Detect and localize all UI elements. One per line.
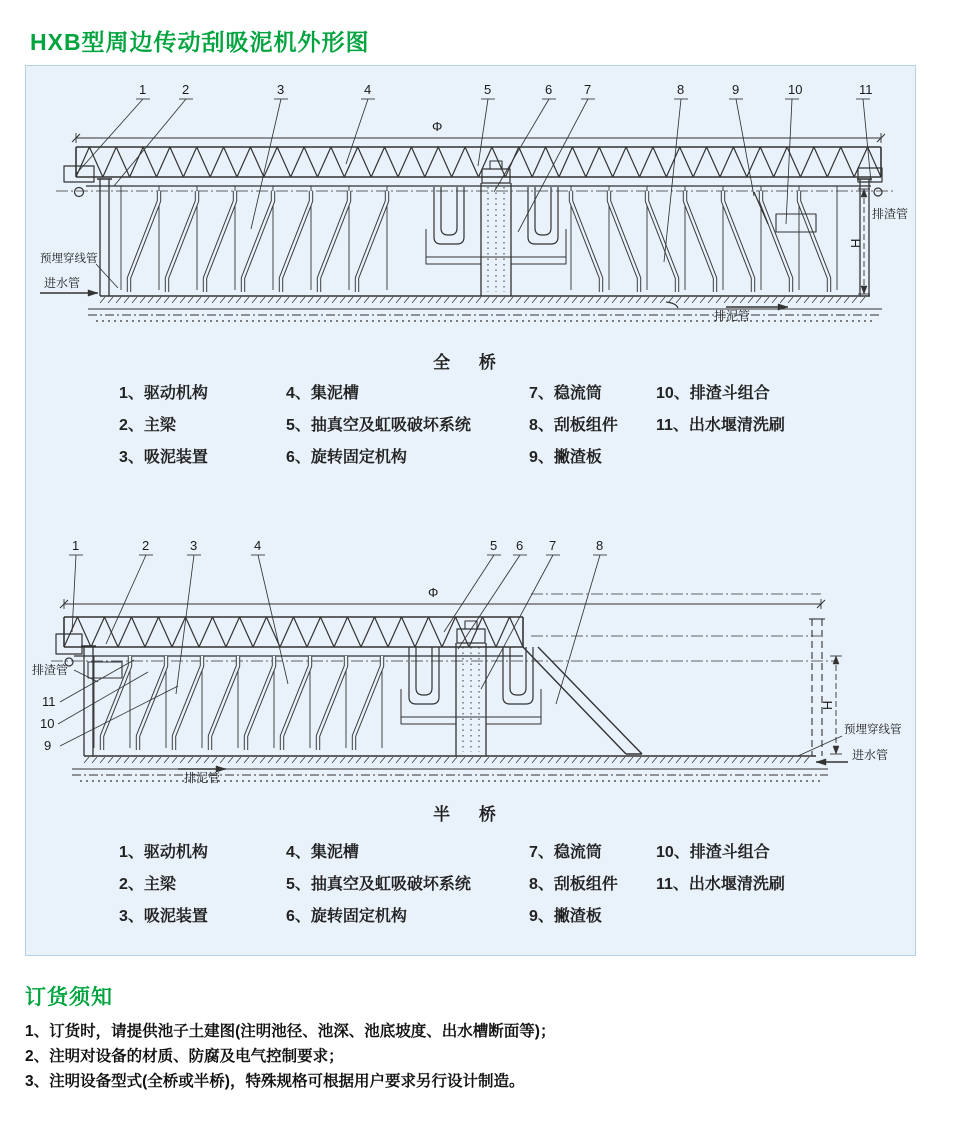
ordering-note-2: 2、注明对设备的材质、防腐及电气控制要求； <box>25 1048 344 1065</box>
ordering-note-1: 1、订货时，请提供池子土建图(注明池径、池深、池底坡度、出水槽断面等)； <box>25 1023 556 1040</box>
legend-item: 5、抽真空及虹吸破坏系统 <box>286 417 471 434</box>
legend-item: 10、排渣斗组合 <box>656 844 770 861</box>
legend-item <box>656 901 915 933</box>
scum-pipe-label: 排渣管 <box>872 207 909 221</box>
full-bridge-diagram <box>26 74 917 370</box>
height-label: H <box>820 700 835 710</box>
legend-row <box>119 869 915 901</box>
scum-pipe-label: 排渣管 <box>32 663 69 677</box>
legend-item: 1、驱动机构 <box>119 844 208 861</box>
sludge-pipe-label: 排泥管 <box>714 309 751 323</box>
callout-9: 9 <box>44 738 52 753</box>
callout-6: 6 <box>545 82 553 97</box>
embedded-conduit-label: 预埋穿线管 <box>40 253 98 265</box>
diameter-label: Φ <box>432 119 443 134</box>
diagram-panel <box>25 65 916 956</box>
legend-item: 4、集泥槽 <box>286 385 359 402</box>
callout-1: 1 <box>72 538 80 553</box>
height-label: H <box>848 238 863 248</box>
embedded-conduit-label: 预埋穿线管 <box>844 724 902 736</box>
legend-item: 9、撇渣板 <box>529 449 602 466</box>
legend-item: 11、出水堰清洗刷 <box>656 876 785 893</box>
page-title: HXB型周边传动刮吸泥机外形图 <box>30 29 370 55</box>
legend-item: 8、刮板组件 <box>529 876 618 893</box>
legend-item: 9、撇渣板 <box>529 908 602 925</box>
callout-11: 11 <box>859 82 873 97</box>
legend-row <box>119 837 915 869</box>
full-bridge-linework <box>40 99 894 321</box>
half-bridge-legend <box>26 837 915 933</box>
full-bridge-caption: 全 桥 <box>433 353 508 372</box>
half-bridge-linework <box>51 555 848 781</box>
callout-9: 9 <box>732 82 740 97</box>
callout-6: 6 <box>516 538 524 553</box>
legend-item: 7、稳流筒 <box>529 844 602 861</box>
callout-7: 7 <box>549 538 557 553</box>
callout-10: 10 <box>788 82 803 97</box>
callout-4: 4 <box>254 538 262 553</box>
sludge-pipe-label: 排泥管 <box>184 771 221 785</box>
legend-item: 3、吸泥装置 <box>119 908 208 925</box>
callout-7: 7 <box>584 82 592 97</box>
callout-8: 8 <box>677 82 685 97</box>
inlet-pipe-label: 进水管 <box>852 748 889 762</box>
ordering-note-3: 3、注明设备型式(全桥或半桥)，特殊规格可根据用户要求另行设计制造。 <box>25 1073 525 1090</box>
legend-row <box>119 442 915 474</box>
diameter-label: Φ <box>428 585 439 600</box>
legend-item: 2、主梁 <box>119 876 176 893</box>
legend-item: 5、抽真空及虹吸破坏系统 <box>286 876 471 893</box>
callout-4: 4 <box>364 82 372 97</box>
ordering-heading: 订货须知 <box>25 986 113 1009</box>
full-bridge-legend <box>26 378 915 474</box>
callout-1: 1 <box>139 82 147 97</box>
legend-item: 2、主梁 <box>119 417 176 434</box>
inlet-pipe-label: 进水管 <box>44 276 81 290</box>
half-bridge-diagram <box>26 534 917 800</box>
legend-row <box>119 410 915 442</box>
legend-item: 6、旋转固定机构 <box>286 908 407 925</box>
half-bridge-caption: 半 桥 <box>433 805 508 824</box>
callout-5: 5 <box>490 538 498 553</box>
legend-row <box>119 378 915 410</box>
callout-11: 11 <box>42 694 56 709</box>
callout-8: 8 <box>596 538 604 553</box>
callout-2: 2 <box>182 82 190 97</box>
legend-item: 4、集泥槽 <box>286 844 359 861</box>
legend-item: 7、稳流筒 <box>529 385 602 402</box>
legend-item: 8、刮板组件 <box>529 417 618 434</box>
legend-item: 10、排渣斗组合 <box>656 385 770 402</box>
legend-item <box>656 442 915 474</box>
legend-item: 11、出水堰清洗刷 <box>656 417 785 434</box>
callout-2: 2 <box>142 538 150 553</box>
ordering-notes <box>25 1019 925 1094</box>
callout-10: 10 <box>40 716 55 731</box>
legend-item: 6、旋转固定机构 <box>286 449 407 466</box>
legend-item: 3、吸泥装置 <box>119 449 208 466</box>
legend-item: 1、驱动机构 <box>119 385 208 402</box>
callout-3: 3 <box>277 82 285 97</box>
callout-5: 5 <box>484 82 492 97</box>
legend-row <box>119 901 915 933</box>
callout-3: 3 <box>190 538 198 553</box>
